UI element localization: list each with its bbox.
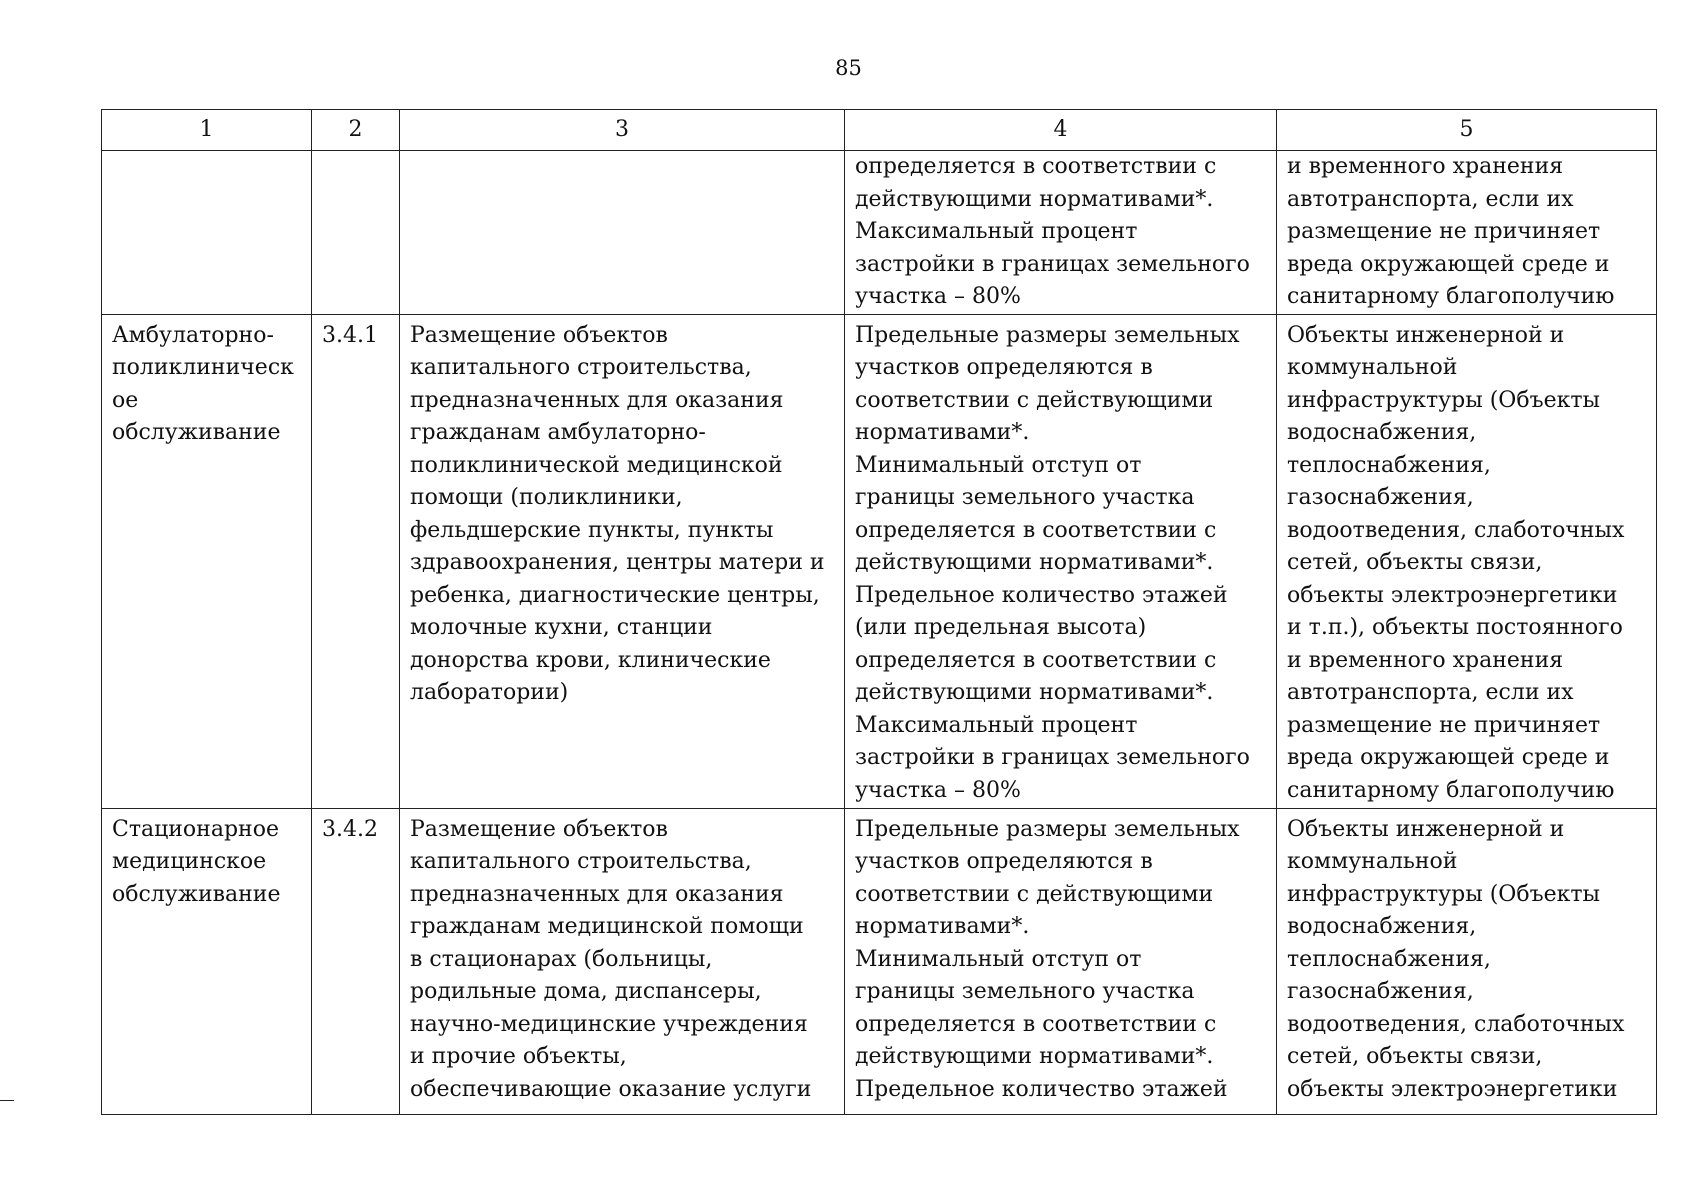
header-col-2: 2 [312, 110, 400, 151]
cell-parameters: Предельные размеры земельных участков определяются в соответствии с действующими нормативами*. Минимальный отступ от границы земельного участка определяется в соответствии с действующими нормативами*. Предельное количество этажей (или предельная высота) определяется в соответствии с действующими нормативами*. Максимальный процент застройки в границах земельного участка – 80% [845, 314, 1277, 808]
cell-name [102, 151, 312, 315]
cell-auxiliary: и временного хранения автотранспорта, если их размещение не причиняет вреда окружающей среде и санитарному благополучию [1277, 151, 1657, 315]
header-col-3: 3 [400, 110, 845, 151]
land-use-table [101, 109, 1657, 1115]
table-header-row [102, 110, 1657, 151]
cell-description: Размещение объектов капитального строительства, предназначенных для оказания гражданам медицинской помощи в стационарах (больницы, родильные дома, диспансеры, научно-медицинские учреждения и прочие объекты, обеспечивающие оказание услуги [400, 808, 845, 1114]
table-row [102, 314, 1657, 808]
cell-description: Размещение объектов капитального строительства, предназначенных для оказания гражданам амбулаторно- поликлинической медицинской помощи (поликлиники, фельдшерские пункты, пункты здравоохранения, центры матери и ребенка, диагностические центры, молочные кухни, станции донорства крови, клинические лаборатории) [400, 314, 845, 808]
cell-description [400, 151, 845, 315]
cell-name: Амбулаторно- поликлиническ ое обслуживание [102, 314, 312, 808]
cell-auxiliary: Объекты инженерной и коммунальной инфраструктуры (Объекты водоснабжения, теплоснабжения, газоснабжения, водоотведения, слаботочных сетей, объекты связи, объекты электроэнергетики [1277, 808, 1657, 1114]
header-col-4: 4 [845, 110, 1277, 151]
cell-name: Стационарное медицинское обслуживание [102, 808, 312, 1114]
margin-mark [0, 1100, 14, 1101]
cell-parameters: определяется в соответствии с действующими нормативами*. Максимальный процент застройки в границах земельного участка – 80% [845, 151, 1277, 315]
table-row [102, 808, 1657, 1114]
cell-code: 3.4.1 [312, 314, 400, 808]
header-col-5: 5 [1277, 110, 1657, 151]
cell-code [312, 151, 400, 315]
page-number: 85 [835, 56, 862, 80]
cell-auxiliary: Объекты инженерной и коммунальной инфраструктуры (Объекты водоснабжения, теплоснабжения, газоснабжения, водоотведения, слаботочных сетей, объекты связи, объекты электроэнергетики и т.п.), объекты постоянного и временного хранения автотранспорта, если их размещение не причиняет вреда окружающей среде и санитарному благополучию [1277, 314, 1657, 808]
cell-code: 3.4.2 [312, 808, 400, 1114]
table-row-continuation [102, 151, 1657, 315]
header-col-1: 1 [102, 110, 312, 151]
cell-parameters: Предельные размеры земельных участков определяются в соответствии с действующими нормативами*. Минимальный отступ от границы земельного участка определяется в соответствии с действующими нормативами*. Предельное количество этажей [845, 808, 1277, 1114]
